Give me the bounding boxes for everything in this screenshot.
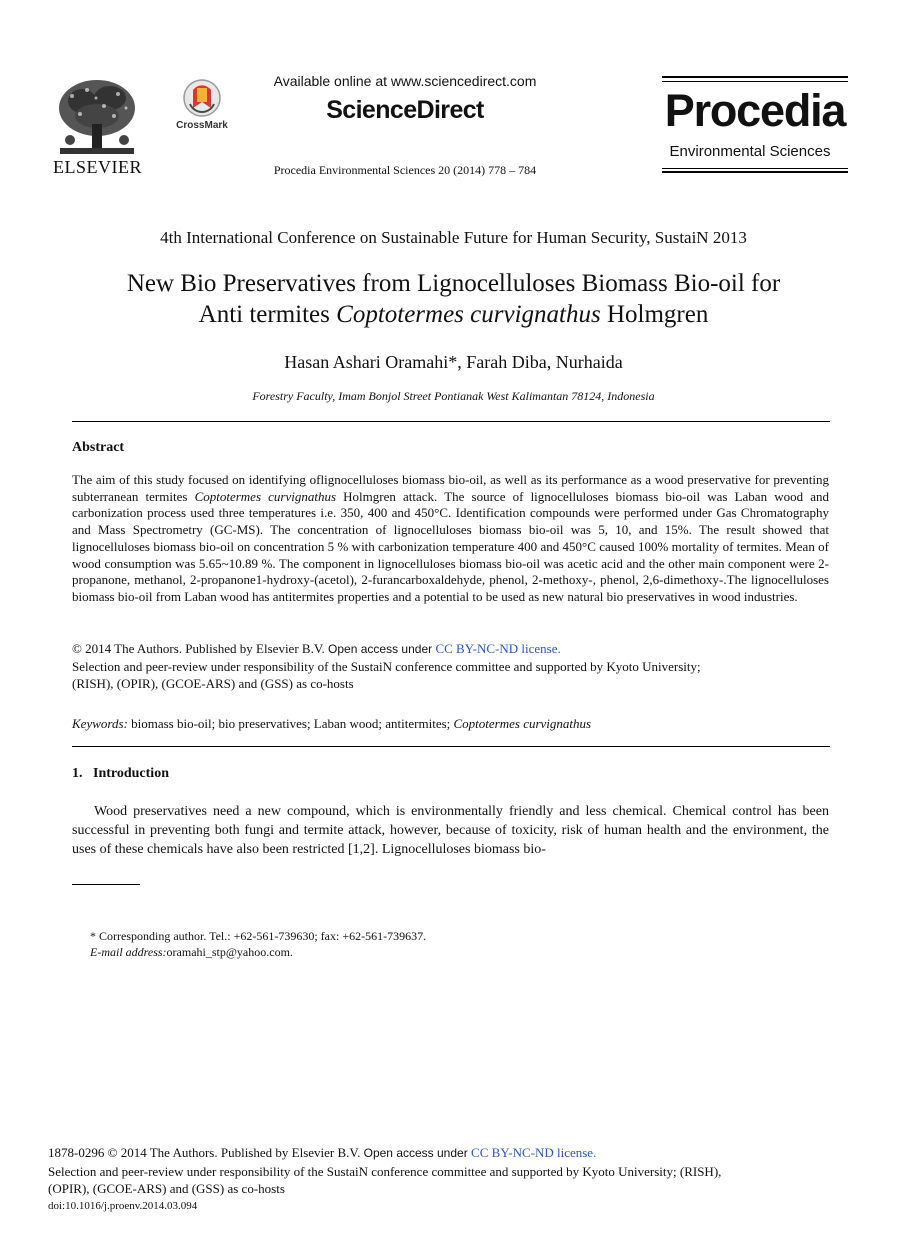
title-line-1: New Bio Preservatives from Lignocelluloses Biomass Bio-oil for (126, 270, 781, 297)
divider (72, 421, 830, 422)
conference-name: 4th International Conference on Sustainable Future for Human Security, SustaiN 2013 (160, 228, 747, 247)
footnote (90, 928, 790, 960)
email-address[interactable]: oramahi_stp@yahoo.com. (166, 945, 293, 959)
title-line-2 (60, 299, 847, 330)
footer-open-access: Open access under (363, 1146, 472, 1160)
abstract-species: Coptotermes curvignathus (194, 488, 337, 504)
copyright-line-1 (72, 640, 829, 658)
brand-rule (662, 171, 848, 173)
brand-rule (662, 76, 848, 78)
footer-line-2: Selection and peer-review under responsibility of the SustaiN conference committee and supported by Kyoto University; (RISH), (48, 1163, 722, 1179)
divider (72, 746, 830, 747)
author-list: Hasan Ashari Oramahi*, Farah Diba, Nurhaida (284, 352, 623, 372)
footer-line-3: (OPIR), (GCOE-ARS) and (GSS) as co-hosts (48, 1181, 285, 1196)
abstract-body (72, 472, 829, 606)
brand-rule (662, 81, 848, 82)
copyright-line-3: (RISH), (OPIR), (GCOE-ARS) and (GSS) as co-hosts (72, 676, 354, 691)
journal-citation: Procedia Environmental Sciences 20 (2014) 778 – 784 (273, 163, 537, 177)
issn-text: 1878-0296 © 2014 The Authors. Published by Elsevier B.V. (48, 1145, 364, 1160)
procedia-subtitle: Environmental Sciences (669, 143, 831, 160)
copyright-line-2: Selection and peer-review under responsibility of the SustaiN conference committee and supported by Kyoto University; (72, 659, 701, 674)
abstract-heading: Abstract (72, 440, 125, 455)
keywords-label: Keywords: (72, 716, 128, 731)
keywords (72, 716, 829, 732)
email-label: E-mail address: (90, 945, 167, 959)
introduction-body: Wood preservatives need a new compound, which is environmentally friendly and less chemical. Chemical control has been successful in preventing both fungi and termite attack, however, because of toxicity, risk of human health and the environment, the uses of these chemicals have also been restricted [1,2]. Lignocelluloses biomass bio- (72, 804, 829, 857)
abstract-text-1: The aim of this study focused on identifying oflignocelluloses biomass bio-oil, as well as its performance as a wood preservative for preventing subterranean termites (72, 472, 829, 504)
footnote-rule (72, 884, 140, 885)
paper-title (60, 268, 847, 330)
abstract-text-2: Holmgren attack. The source of lignocelluloses biomass bio-oil was Laban wood and carbonization process used three temperatures i.e. 350, 400 and 450°C. Identification compounds were performed under Gas Chromatography and Mass Spectrometry (GC-MS). The concentration of lignocelluloses biomass bio-oil was 5, 10, and 15%. The result showed that lignocelluloses biomass bio-oil on concentration 5 % with carbonization temperature 400 and 450°C caused 100% mortality of termites. Mean of wood consumption was 5.65~10.89 %. The component in lignocelluloses biomass bio-oil was acetic acid and the other main component were 2-propanone, methanol, 2-propanone1-hydroxy-(acetol), 2-furancarboxaldehyde, phenol, 2-methoxy-, phenol, 2,6-dimethoxy-.The lignocelluloses biomass bio-oil from Laban wood has antitermites properties and a potential to be used as new natural bio preservatives in wood industries. (72, 488, 829, 604)
email-line (90, 944, 790, 960)
keywords-list: biomass bio-oil; bio preservatives; Laban wood; antitermites; (127, 716, 454, 731)
affiliation: Forestry Faculty, Imam Bonjol Street Pontianak West Kalimantan 78124, Indonesia (252, 389, 655, 403)
keywords-species: Coptotermes curvignathus (453, 716, 592, 731)
corresponding-author: * Corresponding author. Tel.: +62-561-739630; fax: +62-561-739637. (90, 929, 427, 943)
brand-rule (662, 168, 848, 169)
doi[interactable]: doi:10.1016/j.proenv.2014.03.094 (48, 1199, 198, 1212)
page-footer (48, 1144, 848, 1215)
elsevier-wordmark: ELSEVIER (53, 157, 142, 177)
open-access-text: Open access under (328, 642, 436, 656)
title-suffix: Holmgren (600, 301, 709, 328)
license-link[interactable]: CC BY-NC-ND license. (435, 641, 561, 656)
introduction-heading: 1. Introduction (72, 766, 169, 781)
sciencedirect-logo: ScienceDirect (326, 96, 484, 124)
procedia-logo: Procedia (664, 85, 846, 136)
title-species: Coptotermes curvignathus (336, 301, 601, 328)
footer-license-link[interactable]: CC BY-NC-ND license. (471, 1145, 597, 1160)
crossmark-label: CrossMark (176, 120, 228, 131)
footer-line-1 (48, 1144, 848, 1163)
copyright-text: © 2014 The Authors. Published by Elsevier B.V. (72, 641, 329, 656)
title-prefix: Anti termites (198, 301, 337, 328)
available-online-text[interactable]: Available online at www.sciencedirect.com (273, 73, 537, 89)
elsevier-tree-logo (52, 76, 142, 156)
copyright-block (72, 640, 829, 692)
